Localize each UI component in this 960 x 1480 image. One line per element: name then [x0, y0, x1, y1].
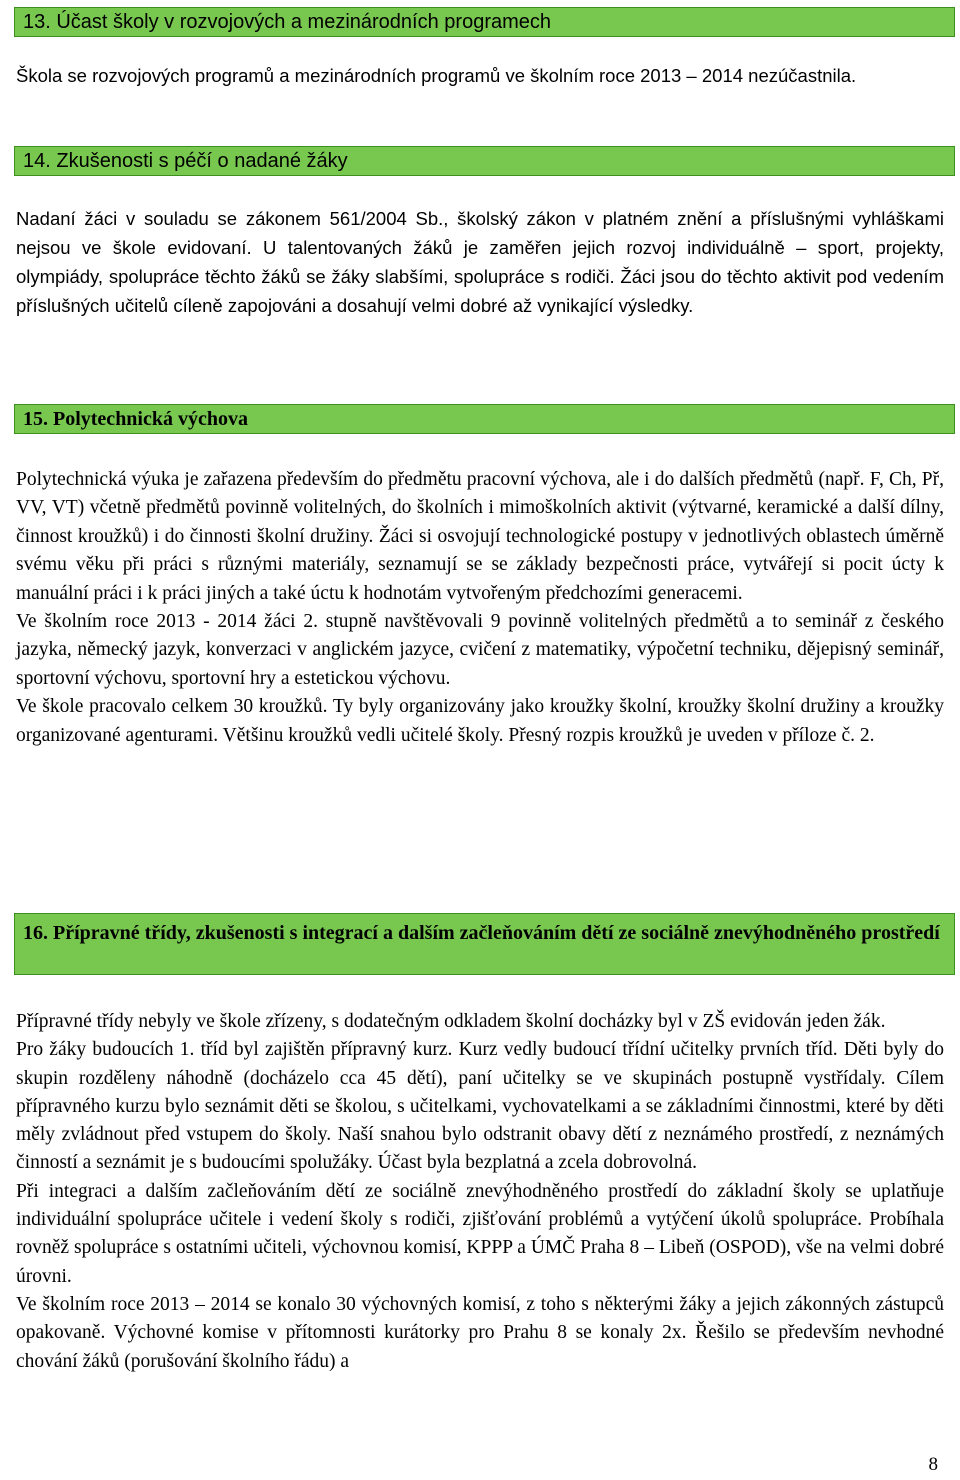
section-13-text: Škola se rozvojových programů a mezinárodních programů ve školním roce 2013 – 2014 nezúčastnila.	[16, 65, 857, 86]
section-14-heading	[14, 146, 955, 176]
section-15-heading	[14, 404, 955, 434]
section-15-paragraph: Ve škole pracovalo celkem 30 kroužků. Ty byly organizovány jako kroužky školní, kroužky školní družiny a kroužky organizované agenturami. Většinu kroužků vedli učitelé školy. Přesný rozpis kroužků je uveden v příloze č. 2.	[16, 696, 944, 746]
section-13-heading	[14, 7, 955, 37]
section-15-title: 15. Polytechnická výchova	[23, 407, 248, 430]
section-16-heading	[14, 913, 955, 975]
section-16-body	[16, 1008, 944, 1376]
section-15-body	[16, 466, 944, 750]
page-number: 8	[928, 1454, 938, 1475]
section-16-title: 16. Přípravné třídy, zkušenosti s integrací a dalším začleňováním dětí ze sociálně znevýhodněného prostředí	[23, 922, 940, 944]
section-16-paragraph: Ve školním roce 2013 – 2014 se konalo 30 výchovných komisí, z toho s některými žáky a jejich zákonných zástupců opakovaně. Výchovné komise v přítomnosti kurátorky pro Prahu 8 se konaly 2x. Řešilo se především nevhodné chování žáků (porušování školního řádu) a	[16, 1293, 944, 1372]
section-13-title: 13. Účast školy v rozvojových a mezinárodních programech	[23, 10, 552, 33]
section-16-paragraph: Přípravné třídy nebyly ve škole zřízeny, s dodatečným odkladem školní docházky byl v ZŠ evidován jeden žák.	[16, 1011, 886, 1032]
section-16-paragraph: Pro žáky budoucích 1. tříd byl zajištěn přípravný kurz. Kurz vedly budoucí třídní učitelky prvních tříd. Děti byly do skupin rozděleny náhodně (docházelo cca 45 dětí), paní učitelky se ve skupinách postupně vystřídaly. Cílem přípravného kurzu bylo seznámit děti se školou, s učitelkami, vychovatelkami a se základními činnostmi, které by děti měly zvládnout před vstupem do školy. Naší snahou bylo odstranit obavy dětí z neznámého prostředí, z neznámých činností a seznámit je s budoucími spolužáky. Účast byla bezplatná a zcela dobrovolná.	[16, 1039, 944, 1174]
section-16-paragraph: Při integraci a dalším začleňováním dětí ze sociálně znevýhodněného prostředí do základní školy se uplatňuje individuální spolupráce učitele i vedení školy s rodiči, zjišťování problémů a vytýčení úkolů spolupráce. Probíhala rovněž spolupráce s ostatními učiteli, výchovnou komisí, KPPP a ÚMČ Praha 8 – Libeň (OSPOD), vše na velmi dobré úrovni.	[16, 1180, 944, 1287]
section-14-text: Nadaní žáci v souladu se zákonem 561/2004 Sb., školský zákon v platném znění a příslušnými vyhláškami nejsou ve škole evidovaní. U talentovaných žáků je zaměřen jejich rozvoj individuálně – sport, projekty, olympiády, spolupráce těchto žáků se žáky slabšími, spolupráce s rodiči. Žáci jsou do těchto aktivit pod vedením příslušných učitelů cíleně zapojováni a dosahují velmi dobré až vynikající výsledky.	[16, 208, 944, 316]
section-15-paragraph: Ve školním roce 2013 - 2014 žáci 2. stupně navštěvovali 9 povinně volitelných předmětů a to seminář z českého jazyka, německý jazyk, konverzaci v anglickém jazyce, cvičení z matematiky, výpočetní techniku, dějepisný seminář, sportovní výchovu, sportovní hry a estetickou výchovu.	[16, 611, 944, 689]
section-15-paragraph: Polytechnická výuka je zařazena především do předmětu pracovní výchova, ale i do dalších předmětů (např. F, Ch, Př, VV, VT) včetně předmětů povinně volitelných, do školních i mimoškolních aktivit (výtvarné, keramické a další dílny, činnost kroužků) i do činnosti školní družiny. Žáci si osvojují technologické postupy v jednotlivých oblastech úměrně svému věku při práci s různými materiály, seznamují se se základy bezpečnosti práce, vytvářejí si pocit úcty k manuální práci i k práci jiných a také úctu k hodnotám vytvořeným předchozími generacemi.	[16, 469, 944, 604]
section-14-title: 14. Zkušenosti s péčí o nadané žáky	[23, 149, 348, 172]
